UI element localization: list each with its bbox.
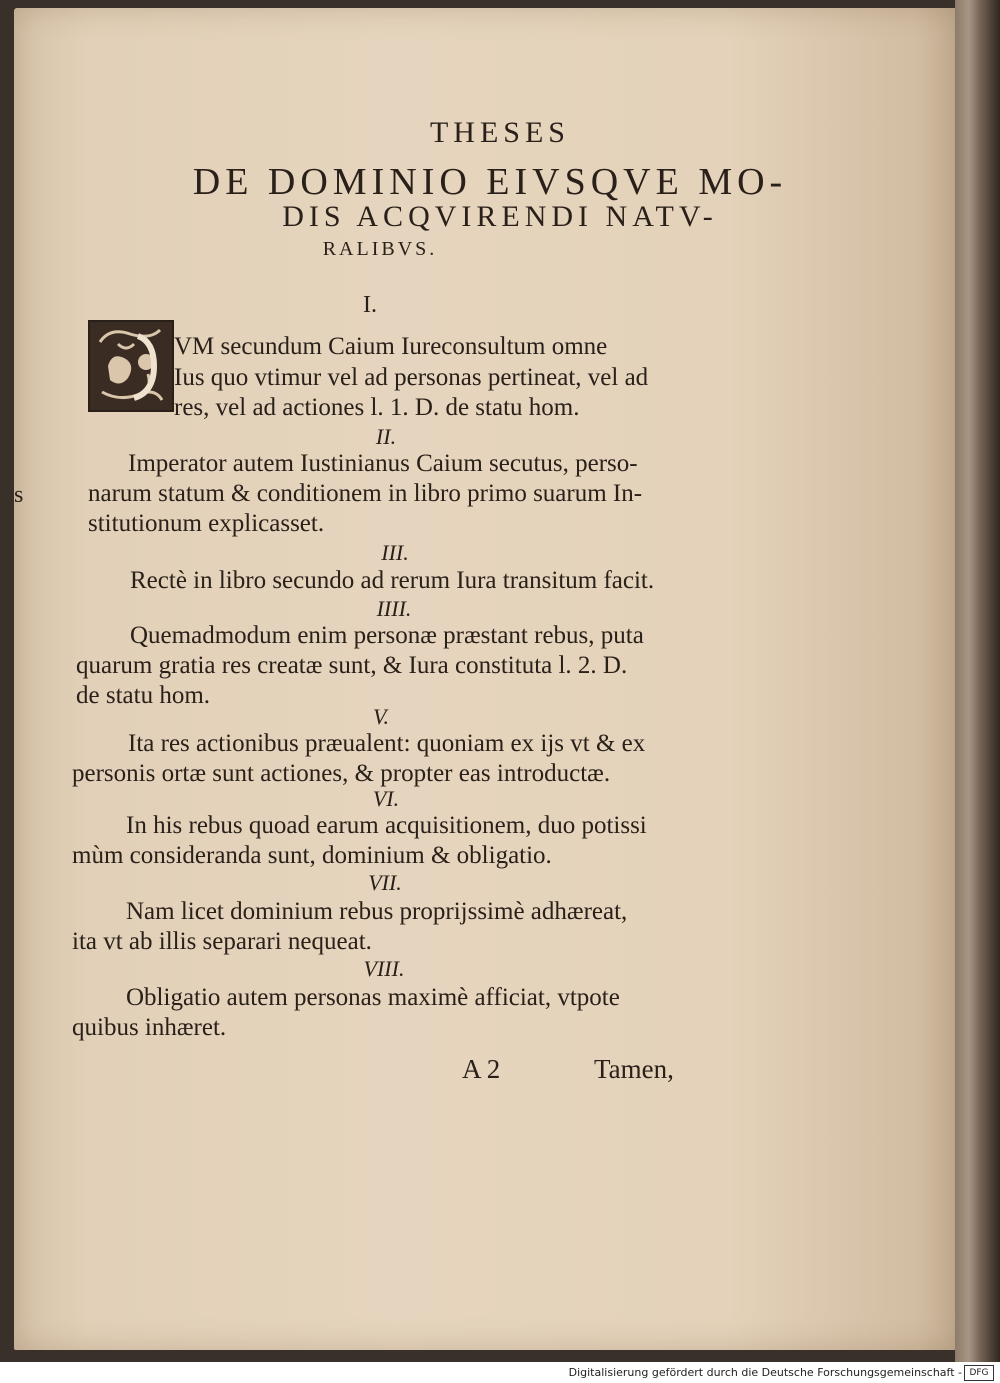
section-numeral: VII.	[368, 870, 402, 895]
section-numeral: I.	[363, 292, 377, 318]
text-line: Obligatio autem personas maximè afficiat, vtpote	[126, 984, 620, 1011]
text-line: In his rebus quoad earum acquisitionem, duo potissi	[126, 812, 647, 839]
text-line: quibus inhæret.	[72, 1014, 227, 1041]
text-line: Nam licet dominium rebus proprijssimè adhæreat,	[126, 898, 628, 925]
title-line-3: DIS ACQVIRENDI NATV-	[282, 200, 718, 233]
section-numeral: VIII.	[363, 956, 405, 981]
text-line: Rectè in libro secundo ad rerum Iura transitum facit.	[130, 567, 655, 594]
text-line: Imperator autem Iustinianus Caium secutus, perso-	[128, 450, 638, 477]
footer-credit: Digitalisierung gefördert durch die Deutsche Forschungsgemeinschaft -	[568, 1366, 962, 1379]
text-line: Ius quo vtimur vel ad personas pertineat, vel ad	[174, 364, 649, 391]
section-numeral: V.	[372, 704, 390, 729]
text-line: Quemadmodum enim personæ præstant rebus, puta	[130, 622, 644, 649]
catchword: Tamen,	[594, 1054, 674, 1084]
text-line: VM secundum Caium Iureconsultum omne	[174, 333, 608, 360]
text-line: quarum gratia res creatæ sunt, & Iura constituta l. 2. D.	[76, 652, 628, 679]
section-numeral: III.	[381, 540, 409, 565]
title-line-1: THESES	[429, 116, 570, 149]
title-line-4: RALIBVS.	[322, 238, 438, 260]
dfg-logo: DFG	[964, 1365, 994, 1381]
text-line: personis ortæ sunt actiones, & propter eas introductæ.	[72, 760, 611, 787]
decorated-initial-c	[88, 320, 174, 412]
signature-mark: A 2	[462, 1054, 501, 1084]
margin-mark: s	[14, 482, 24, 508]
text-line: stitutionum explicasset.	[88, 510, 325, 537]
title-line-2: DE DOMINIO EIVSQVE MO-	[192, 161, 788, 203]
section-numeral: VI.	[372, 786, 400, 811]
text-line: ita vt ab illis separari nequeat.	[72, 928, 372, 955]
section-numeral: IIII.	[376, 596, 412, 621]
text-line: de statu hom.	[76, 682, 211, 709]
text-line: res, vel ad actiones l. 1. D. de statu hom.	[174, 394, 580, 421]
text-line: narum statum & conditionem in libro primo suarum In-	[88, 480, 643, 507]
text-line: mùm consideranda sunt, dominium & obligatio.	[72, 842, 552, 869]
section-numeral: II.	[375, 424, 397, 449]
text-line: Ita res actionibus præualent: quoniam ex ijs vt & ex	[128, 730, 646, 757]
